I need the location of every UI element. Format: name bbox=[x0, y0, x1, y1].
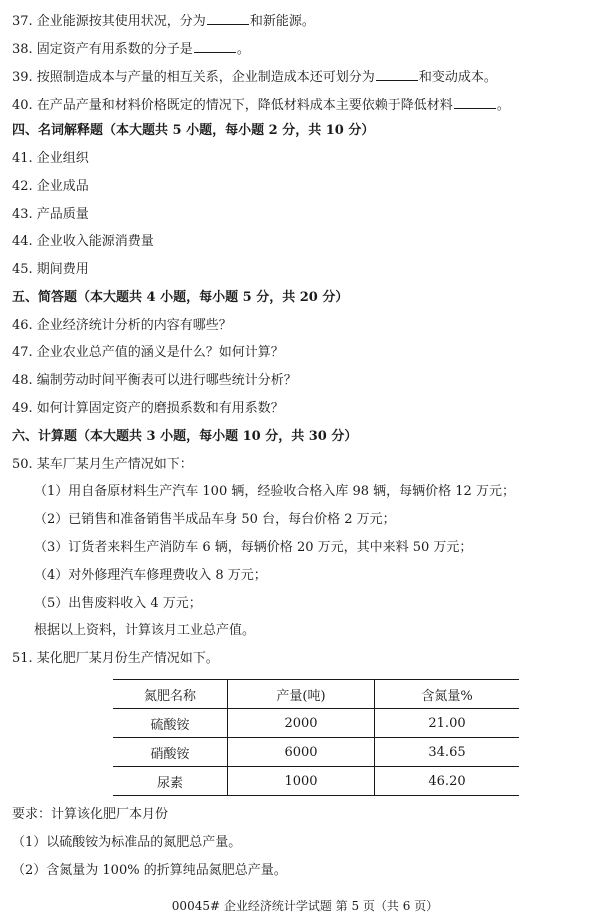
question-44: 44. 企业收入能源消费量 bbox=[12, 234, 154, 249]
question-42: 42. 企业成品 bbox=[12, 179, 89, 194]
table-cell: 尿素 bbox=[156, 775, 183, 791]
section-6-heading: 六、计算题（本大题共 3 小题，每小题 10 分，共 30 分） bbox=[12, 429, 358, 444]
q40-text-b: 。 bbox=[496, 98, 510, 113]
table-cell: 2000 bbox=[228, 709, 375, 738]
page-footer: 00045# 企业经济统计学试题 第 5 页（共 6 页） bbox=[171, 899, 439, 913]
q40-blank bbox=[454, 96, 496, 109]
table-cell: 6000 bbox=[228, 738, 375, 767]
header-fertilizer-name: 氮肥名称 bbox=[143, 688, 196, 704]
q50-item-3: （3）订货者来料生产消防车 6 辆，每辆价格 20 万元，其中来料 50 万元； bbox=[34, 540, 473, 555]
q38-text-b: 。 bbox=[236, 42, 250, 57]
question-46: 46. 企业经济统计分析的内容有哪些？ bbox=[12, 318, 232, 333]
table-row bbox=[113, 709, 519, 738]
question-50: 50. 某车厂某月生产情况如下： bbox=[12, 457, 193, 472]
requirement-2: （2）含氮量为 100% 的折算纯品氮肥总产量。 bbox=[12, 863, 287, 878]
q50-item-1: （1）用自备原材料生产汽车 100 辆，经验收合格入库 98 辆，每辆价格 12 万元； bbox=[34, 484, 515, 499]
question-43: 43. 产品质量 bbox=[12, 207, 89, 222]
question-48: 48. 编制劳动时间平衡表可以进行哪些统计分析？ bbox=[12, 373, 297, 388]
q50-item-5: （5）出售废料收入 4 万元； bbox=[34, 596, 202, 611]
question-49: 49. 如何计算固定资产的磨损系数和有用系数？ bbox=[12, 401, 284, 416]
table-cell: 46.20 bbox=[375, 767, 520, 796]
q37-blank bbox=[207, 12, 249, 25]
q38-blank bbox=[194, 40, 236, 53]
question-51: 51. 某化肥厂某月份生产情况如下。 bbox=[12, 651, 219, 666]
q38-text-a: 38. 固定资产有用系数的分子是 bbox=[12, 42, 193, 57]
question-47: 47. 企业农业总产值的涵义是什么？如何计算？ bbox=[12, 345, 284, 360]
table-cell: 34.65 bbox=[375, 738, 520, 767]
question-41: 41. 企业组织 bbox=[12, 151, 89, 166]
header-nitrogen-content: 含氮量% bbox=[375, 680, 520, 709]
section-4-heading: 四、名词解释题（本大题共 5 小题，每小题 2 分，共 10 分） bbox=[12, 123, 375, 138]
requirement-1: （1）以硫酸铵为标准品的氮肥总产量。 bbox=[12, 835, 242, 850]
q39-blank bbox=[376, 68, 418, 81]
header-output: 产量(吨) bbox=[228, 680, 375, 709]
q50-item-4: （4）对外修理汽车修理费收入 8 万元； bbox=[34, 568, 267, 583]
table-header-row bbox=[113, 680, 519, 709]
q37-text-b: 和新能源。 bbox=[249, 14, 315, 29]
question-39 bbox=[12, 68, 497, 86]
table-cell: 1000 bbox=[228, 767, 375, 796]
table-cell: 21.00 bbox=[375, 709, 520, 738]
table-row bbox=[113, 738, 519, 767]
table-cell: 硫酸铵 bbox=[150, 717, 190, 733]
q39-text-a: 39. 按照制造成本与产量的相互关系，企业制造成本还可划分为 bbox=[12, 70, 375, 85]
q40-text-a: 40. 在产品产量和材料价格既定的情况下，降低材料成本主要依赖于降低材料 bbox=[12, 98, 453, 113]
table-cell: 硝酸铵 bbox=[150, 746, 190, 762]
requirement: 要求：计算该化肥厂本月份 bbox=[12, 807, 169, 822]
section-5-heading: 五、简答题（本大题共 4 小题，每小题 5 分，共 20 分） bbox=[12, 290, 349, 305]
q39-text-b: 和变动成本。 bbox=[418, 70, 497, 85]
table-row bbox=[113, 767, 519, 796]
question-45: 45. 期间费用 bbox=[12, 262, 89, 277]
q50-item-2: （2）已销售和准备销售半成品车身 50 台，每台价格 2 万元； bbox=[34, 512, 396, 527]
question-40 bbox=[12, 96, 510, 114]
q37-text-a: 37. 企业能源按其使用状况，分为 bbox=[12, 14, 206, 29]
fertilizer-table bbox=[113, 679, 519, 796]
question-38 bbox=[12, 40, 250, 58]
question-37 bbox=[12, 12, 315, 30]
q50-instruction: 根据以上资料，计算该月工业总产值。 bbox=[34, 623, 256, 638]
